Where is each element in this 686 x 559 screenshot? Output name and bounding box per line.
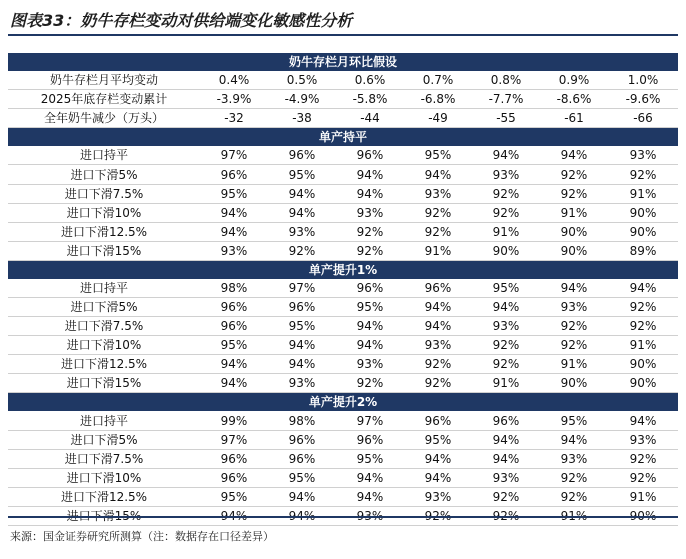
row-label: 进口下滑10% [8,203,200,222]
cell-value: 94% [608,411,678,430]
sensitivity-table [8,52,678,526]
cell-value: 92% [608,317,678,336]
cell-value: 97% [268,279,336,298]
title-rule [8,34,678,36]
cell-value: -4.9% [268,90,336,109]
table-row [8,222,678,241]
row-label: 进口下滑15% [8,374,200,393]
row-label: 进口下滑7.5% [8,184,200,203]
section-band [8,128,678,147]
table-row [8,487,678,506]
header-band [8,53,678,72]
cell-value: 96% [268,430,336,449]
row-label: 进口下滑15% [8,241,200,260]
cell-value: 0.9% [540,71,608,90]
cell-value: 91% [472,374,540,393]
row-label: 进口下滑12.5% [8,355,200,374]
cell-value: 90% [472,241,540,260]
cell-value: 95% [540,411,608,430]
cell-value: 93% [268,374,336,393]
cell-value: 94% [404,298,472,317]
cell-value: 93% [404,487,472,506]
cell-value: 93% [472,165,540,184]
cell-value: 94% [404,317,472,336]
cell-value: 89% [608,241,678,260]
cell-value: 94% [268,506,336,525]
cell-value: 98% [200,279,268,298]
table-row [8,317,678,336]
cell-value: 0.8% [472,71,540,90]
cell-value: 92% [336,374,404,393]
cell-value: 93% [540,298,608,317]
cell-value: 95% [200,487,268,506]
table-row [8,109,678,128]
cell-value: 92% [336,241,404,260]
table-row [8,430,678,449]
cell-value: 94% [472,430,540,449]
figure-title: 图表33：奶牛存栏变动对供给端变化敏感性分析 [10,11,353,30]
cell-value: 93% [404,184,472,203]
cell-value: 93% [404,336,472,355]
cell-value: 94% [200,203,268,222]
cell-value: 98% [268,411,336,430]
cell-value: 94% [268,203,336,222]
cell-value: -5.8% [336,90,404,109]
cell-value: 94% [200,355,268,374]
cell-value: -38 [268,109,336,128]
row-label: 进口下滑5% [8,430,200,449]
cell-value: 92% [540,336,608,355]
row-label: 进口持平 [8,146,200,165]
cell-value: 94% [540,279,608,298]
cell-value: 91% [540,355,608,374]
table-row [8,449,678,468]
cell-value: 0.6% [336,71,404,90]
row-label: 进口下滑7.5% [8,317,200,336]
cell-value: 96% [200,298,268,317]
cell-value: 90% [540,374,608,393]
cell-value: 94% [336,184,404,203]
cell-value: -44 [336,109,404,128]
table-row [8,355,678,374]
cell-value: 94% [472,146,540,165]
row-label: 进口下滑5% [8,298,200,317]
cell-value: 92% [540,184,608,203]
cell-value: 93% [472,468,540,487]
row-label: 进口下滑12.5% [8,222,200,241]
cell-value: 96% [268,298,336,317]
table-row [8,411,678,430]
table-row [8,241,678,260]
cell-value: 95% [336,449,404,468]
cell-value: 92% [472,184,540,203]
cell-value: 92% [472,355,540,374]
cell-value: 94% [540,430,608,449]
cell-value: 90% [608,506,678,525]
cell-value: 1.0% [608,71,678,90]
row-label: 进口持平 [8,279,200,298]
cell-value: 93% [336,355,404,374]
cell-value: 96% [336,279,404,298]
cell-value: 95% [200,184,268,203]
cell-value: 96% [200,165,268,184]
cell-value: 94% [404,165,472,184]
cell-value: 90% [608,222,678,241]
cell-value: -3.9% [200,90,268,109]
cell-value: 94% [608,279,678,298]
cell-value: 92% [472,336,540,355]
header-band-label: 奶牛存栏月环比假设 [8,53,678,72]
cell-value: 94% [268,336,336,355]
row-label: 进口下滑12.5% [8,487,200,506]
cell-value: 92% [608,298,678,317]
cell-value: 99% [200,411,268,430]
cell-value: 92% [404,222,472,241]
cell-value: 95% [268,317,336,336]
cell-value: 94% [200,374,268,393]
cell-value: 94% [336,468,404,487]
table-row [8,146,678,165]
cell-value: 93% [268,222,336,241]
cell-value: 94% [336,317,404,336]
cell-value: 97% [336,411,404,430]
cell-value: -6.8% [404,90,472,109]
cell-value: 95% [404,146,472,165]
cell-value: 95% [268,468,336,487]
table-body [8,53,678,526]
cell-value: 91% [540,203,608,222]
cell-value: 91% [608,184,678,203]
cell-value: 92% [268,241,336,260]
row-label: 进口下滑7.5% [8,449,200,468]
row-label: 全年奶牛减少（万头） [8,109,200,128]
section-band [8,393,678,412]
cell-value: 96% [336,146,404,165]
cell-value: 96% [200,317,268,336]
cell-value: 94% [268,355,336,374]
cell-value: 93% [472,317,540,336]
cell-value: 96% [200,449,268,468]
cell-value: 90% [608,203,678,222]
cell-value: 0.5% [268,71,336,90]
cell-value: -32 [200,109,268,128]
cell-value: 0.4% [200,71,268,90]
cell-value: 92% [608,468,678,487]
cell-value: 92% [404,506,472,525]
table-row [8,336,678,355]
cell-value: 95% [200,336,268,355]
cell-value: 96% [200,468,268,487]
cell-value: 95% [268,165,336,184]
table-row [8,71,678,90]
cell-value: 91% [608,336,678,355]
cell-value: 95% [404,430,472,449]
cell-value: 91% [404,241,472,260]
cell-value: 91% [608,487,678,506]
cell-value: 90% [540,241,608,260]
cell-value: 94% [268,184,336,203]
cell-value: 92% [472,506,540,525]
cell-value: 93% [540,449,608,468]
cell-value: -7.7% [472,90,540,109]
cell-value: 92% [608,449,678,468]
cell-value: 91% [540,506,608,525]
table-row [8,298,678,317]
cell-value: 92% [404,355,472,374]
table-row [8,184,678,203]
table-row [8,90,678,109]
row-label: 进口下滑5% [8,165,200,184]
cell-value: 96% [404,411,472,430]
cell-value: 93% [608,146,678,165]
cell-value: 92% [472,487,540,506]
cell-value: 93% [336,506,404,525]
table-row [8,165,678,184]
section-band-label: 单产持平 [8,128,678,147]
cell-value: 94% [200,506,268,525]
cell-value: 95% [472,279,540,298]
cell-value: 96% [268,449,336,468]
cell-value: -9.6% [608,90,678,109]
source-note: 来源：国金证券研究所测算（注：数据存在口径差异） [10,530,274,543]
cell-value: 94% [404,449,472,468]
row-label: 进口下滑10% [8,468,200,487]
cell-value: -66 [608,109,678,128]
cell-value: 96% [336,430,404,449]
section-band-label: 单产提升2% [8,393,678,412]
cell-value: 92% [404,374,472,393]
cell-value: 90% [608,374,678,393]
cell-value: 92% [540,317,608,336]
cell-value: 91% [472,222,540,241]
cell-value: 92% [404,203,472,222]
cell-value: 96% [472,411,540,430]
cell-value: -49 [404,109,472,128]
cell-value: 94% [472,298,540,317]
cell-value: 92% [540,468,608,487]
cell-value: 95% [336,298,404,317]
row-label: 2025年底存栏变动累计 [8,90,200,109]
cell-value: 92% [540,165,608,184]
cell-value: 94% [472,449,540,468]
row-label: 奶牛存栏月平均变动 [8,71,200,90]
cell-value: 94% [404,468,472,487]
cell-value: 97% [200,430,268,449]
cell-value: 0.7% [404,71,472,90]
cell-value: 93% [608,430,678,449]
table-row [8,468,678,487]
cell-value: 94% [540,146,608,165]
cell-value: 97% [200,146,268,165]
cell-value: 94% [336,336,404,355]
cell-value: -61 [540,109,608,128]
cell-value: 92% [608,165,678,184]
cell-value: 93% [336,203,404,222]
cell-value: 92% [540,487,608,506]
cell-value: 94% [336,487,404,506]
cell-value: 90% [540,222,608,241]
cell-value: 94% [268,487,336,506]
table-row [8,203,678,222]
cell-value: 94% [336,165,404,184]
cell-value: 96% [404,279,472,298]
cell-value: -8.6% [540,90,608,109]
cell-value: 92% [472,203,540,222]
row-label: 进口持平 [8,411,200,430]
row-label: 进口下滑15% [8,506,200,525]
table-row [8,374,678,393]
cell-value: 96% [268,146,336,165]
bottom-rule [8,516,678,518]
cell-value: 90% [608,355,678,374]
cell-value: 92% [336,222,404,241]
section-band [8,260,678,279]
section-band-label: 单产提升1% [8,260,678,279]
cell-value: 94% [200,222,268,241]
cell-value: -55 [472,109,540,128]
row-label: 进口下滑10% [8,336,200,355]
table-row [8,279,678,298]
cell-value: 93% [200,241,268,260]
